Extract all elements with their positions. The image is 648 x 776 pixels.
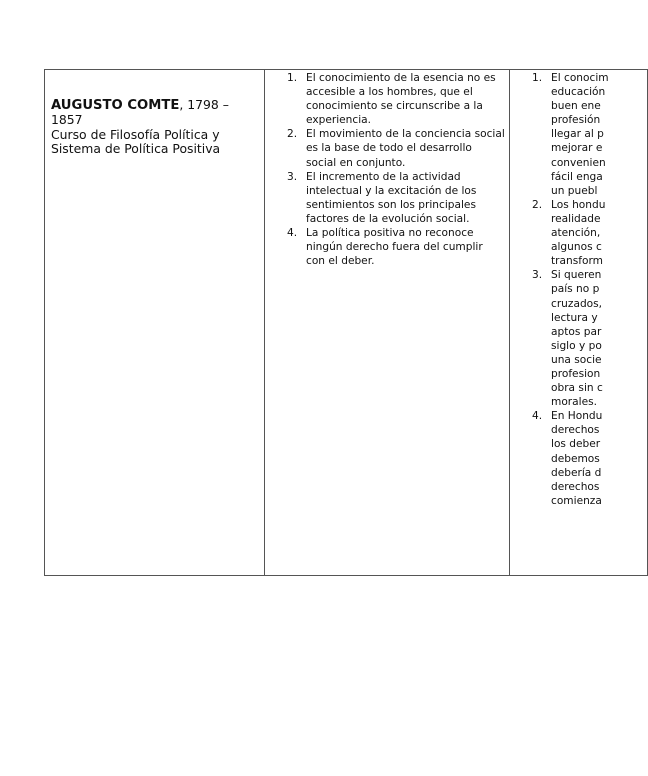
list-line: educación: [551, 86, 606, 99]
list-number: 1.: [287, 72, 298, 84]
list-item: [532, 268, 647, 409]
author-block: [45, 70, 264, 157]
list-line: cruzados,: [551, 297, 603, 310]
list-line: debería d: [551, 466, 602, 479]
list-number: 1.: [532, 72, 543, 84]
list-line: realidade: [551, 212, 601, 225]
list-line: una socie: [551, 353, 602, 366]
list-item: [287, 170, 505, 226]
list-number: 2.: [287, 128, 298, 141]
commentary-list: [510, 70, 647, 508]
list-line: comienza: [551, 494, 602, 507]
list-line: En Hondu: [551, 410, 603, 423]
list-number: 3.: [287, 170, 298, 183]
author-works: Curso de Filosofía Política y Sistema de Política Positiva: [51, 126, 221, 157]
list-text: El conocimiento de la esencia no es accesible a los hombres, que el conocimiento se circunscribe a la experiencia.: [306, 72, 496, 127]
list-item: [532, 409, 647, 508]
list-text: El movimiento de la conciencia social es la base de todo el desarrollo social en conjunto.: [306, 128, 505, 169]
list-item: [287, 127, 505, 169]
list-line: convenien: [551, 156, 606, 169]
list-number: 2.: [532, 198, 543, 211]
list-line: Si queren: [551, 269, 602, 282]
author-years: , 1798 – 1857: [51, 97, 229, 128]
list-line: aptos par: [551, 325, 602, 338]
commentary-cell: [510, 70, 648, 576]
list-line: morales.: [551, 396, 597, 409]
list-line: algunos c: [551, 241, 602, 254]
comparison-table: [44, 69, 648, 576]
list-line: siglo y po: [551, 339, 602, 352]
list-line: país no p: [551, 283, 600, 296]
author-name: AUGUSTO COMTE: [51, 98, 180, 113]
list-line: Los hondu: [551, 198, 606, 211]
list-line: derechos: [551, 480, 600, 493]
list-number: 3.: [532, 269, 543, 282]
ideas-cell: [265, 70, 510, 576]
list-line: transform: [551, 255, 603, 268]
list-line: buen ene: [551, 100, 601, 113]
list-text: La política positiva no reconoce ningún derecho fuera del cumplir con el deber.: [306, 227, 483, 268]
list-line: obra sin c: [551, 382, 603, 395]
list-line: mejorar e: [551, 142, 603, 155]
list-number: 4.: [287, 227, 298, 240]
list-line: los deber: [551, 438, 601, 451]
author-cell: [45, 70, 265, 576]
list-line: profesión: [551, 114, 601, 127]
table-row: [45, 70, 648, 576]
list-item: [532, 198, 647, 268]
list-number: 4.: [532, 410, 543, 423]
list-line: atención,: [551, 227, 601, 240]
list-line: El conocim: [551, 72, 609, 84]
list-item: [287, 71, 505, 127]
list-line: derechos: [551, 424, 600, 437]
list-text: El incremento de la actividad intelectual y la excitación de los sentimientos son los principales factores de la evolución social.: [306, 170, 477, 225]
list-line: profesion: [551, 367, 601, 380]
list-line: lectura y: [551, 311, 598, 324]
list-item: [532, 71, 647, 198]
list-item: [287, 226, 505, 268]
ideas-list: [265, 70, 509, 268]
list-line: llegar al p: [551, 128, 604, 141]
list-line: fácil enga: [551, 170, 603, 183]
list-line: debemos: [551, 452, 600, 465]
list-line: un puebl: [551, 184, 598, 197]
